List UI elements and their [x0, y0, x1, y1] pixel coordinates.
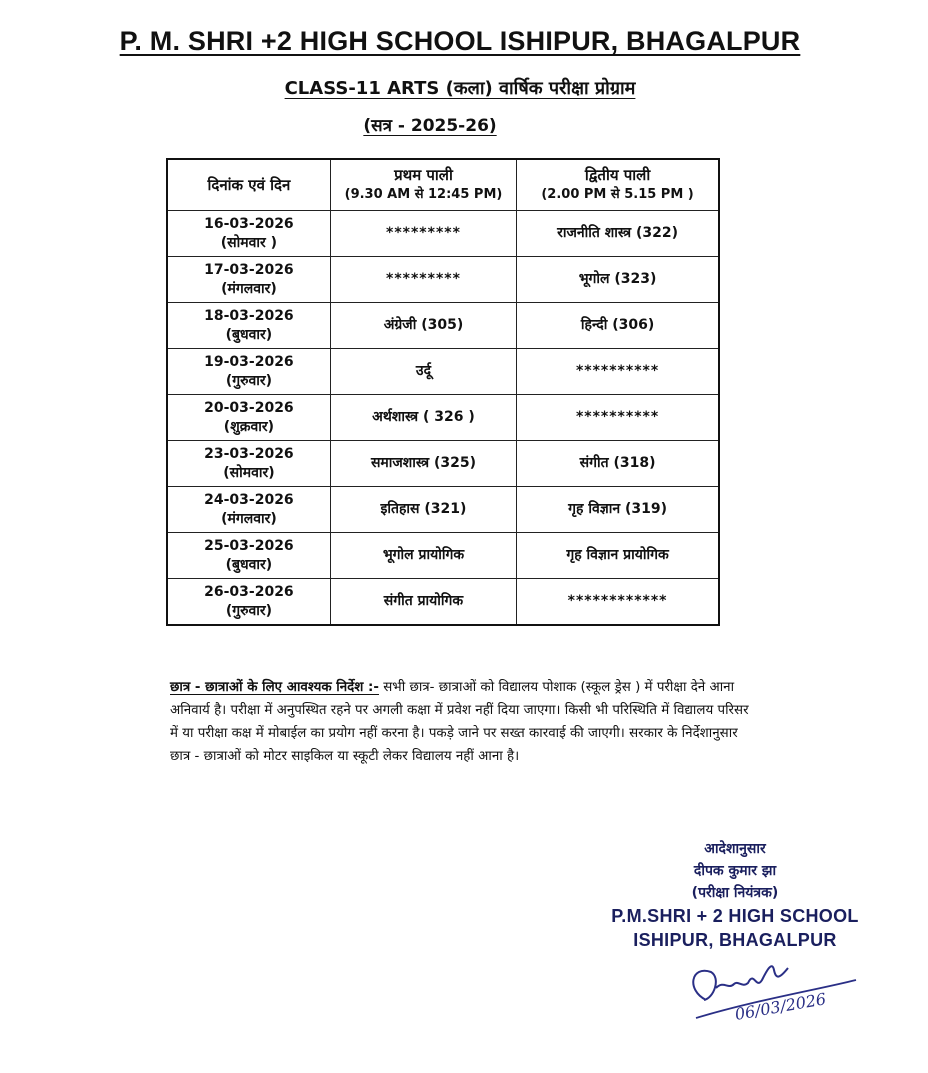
header-first-shift: [330, 159, 516, 211]
session-text: (सत्र - 2025-26): [363, 116, 497, 136]
table-row: [167, 349, 719, 395]
exam-date: 18-03-2026: [204, 307, 294, 324]
first-shift-subject: उर्दू: [330, 349, 516, 395]
table-row: [167, 303, 719, 349]
signature-stroke: [693, 966, 788, 1000]
authority-stamp: [600, 838, 870, 952]
table-row: [167, 211, 719, 257]
stamp-order-line: आदेशानुसार: [704, 841, 766, 857]
second-shift-subject: **********: [517, 395, 719, 441]
first-shift-subject: इतिहास (321): [330, 487, 516, 533]
table-header-row: [167, 159, 719, 211]
table-row: [167, 579, 719, 626]
date-day-cell: [167, 211, 330, 257]
table-row: [167, 257, 719, 303]
date-day-cell: [167, 579, 330, 626]
first-shift-label: प्रथम पाली: [394, 166, 453, 184]
second-shift-subject: गृह विज्ञान (319): [517, 487, 719, 533]
stamp-name: दीपक कुमार झा: [693, 863, 777, 879]
first-shift-subject: अंग्रेजी (305): [330, 303, 516, 349]
table-row: [167, 487, 719, 533]
instructions-heading: छात्र - छात्राओं के लिए आवश्यक निर्देश :-: [170, 680, 379, 695]
session-label: [300, 113, 560, 136]
exam-day: (मंगलवार): [221, 280, 277, 297]
header-second-shift: [517, 159, 719, 211]
second-shift-subject: राजनीति शास्त्र (322): [517, 211, 719, 257]
exam-date: 16-03-2026: [204, 215, 294, 232]
exam-day: (गुरुवार): [225, 602, 272, 619]
exam-date: 19-03-2026: [204, 353, 294, 370]
second-shift-time: (2.00 PM से 5.15 PM ): [541, 187, 694, 202]
date-day-cell: [167, 533, 330, 579]
exam-schedule-table: [166, 158, 720, 626]
table-row: [167, 395, 719, 441]
exam-day: (गुरुवार): [225, 372, 272, 389]
exam-date: 24-03-2026: [204, 491, 294, 508]
second-shift-subject: ************: [517, 579, 719, 626]
first-shift-time: (9.30 AM से 12:45 PM): [344, 187, 503, 202]
exam-day: (बुधवार): [225, 326, 273, 343]
exam-date: 23-03-2026: [204, 445, 294, 462]
date-day-cell: [167, 303, 330, 349]
header-date-day: दिनांक एवं दिन: [167, 159, 330, 211]
program-title-text: CLASS-11 ARTS (कला) वार्षिक परीक्षा प्रोग्राम: [284, 78, 636, 99]
school-title-text: P. M. SHRI +2 HIGH SCHOOL ISHIPUR, BHAGALPUR: [119, 26, 801, 56]
first-shift-subject: *********: [330, 257, 516, 303]
table-row: [167, 441, 719, 487]
exam-date: 25-03-2026: [204, 537, 294, 554]
stamp-location: ISHIPUR, BHAGALPUR: [633, 930, 837, 950]
table-row: [167, 533, 719, 579]
program-title: [120, 76, 800, 100]
second-shift-subject: गृह विज्ञान प्रायोगिक: [517, 533, 719, 579]
stamp-school: P.M.SHRI + 2 HIGH SCHOOL: [611, 906, 859, 926]
exam-date: 26-03-2026: [204, 583, 294, 600]
second-shift-subject: हिन्दी (306): [517, 303, 719, 349]
signature-date: 06/03/2026: [733, 989, 828, 1024]
date-day-cell: [167, 395, 330, 441]
first-shift-subject: भूगोल प्रायोगिक: [330, 533, 516, 579]
instructions-block: [170, 676, 760, 768]
exam-date: 20-03-2026: [204, 399, 294, 416]
second-shift-subject: **********: [517, 349, 719, 395]
exam-day: (सोमवार ): [220, 234, 278, 251]
instructions-body: सभी छात्र- छात्राओं को विद्यालय पोशाक (स्कूल ड्रेस ) में परीक्षा देने आना अनिवार्य है। परीक्षा में अनुपस्थित रहने पर अगली कक्षा में प्रवेश नहीं दिया जाएगा। किसी भी परिस्थिति में विद्यालय परिसर में या परीक्षा कक्ष में मोबाईल का प्रयोग नहीं करना है। पकड़े जाने पर सख्त कारवाई की जाएगी। सरकार के निर्देशानुसार छात्र - छात्राओं को मोटर साइकिल या स्कूटी लेकर विद्यालय नहीं आना है।: [170, 680, 749, 764]
exam-date: 17-03-2026: [204, 261, 294, 278]
second-shift-label: द्वितीय पाली: [584, 166, 651, 184]
second-shift-subject: भूगोल (323): [517, 257, 719, 303]
handwritten-signature: [676, 950, 866, 1030]
date-day-cell: [167, 349, 330, 395]
second-shift-subject: संगीत (318): [517, 441, 719, 487]
exam-day: (बुधवार): [225, 556, 273, 573]
date-day-cell: [167, 257, 330, 303]
first-shift-subject: अर्थशास्त्र ( 326 ): [330, 395, 516, 441]
first-shift-subject: संगीत प्रायोगिक: [330, 579, 516, 626]
date-day-cell: [167, 487, 330, 533]
exam-day: (शुक्रवार): [223, 418, 275, 435]
first-shift-subject: समाजशास्त्र (325): [330, 441, 516, 487]
exam-day: (मंगलवार): [221, 510, 277, 527]
exam-day: (सोमवार): [223, 464, 275, 481]
date-day-cell: [167, 441, 330, 487]
first-shift-subject: *********: [330, 211, 516, 257]
school-title: [60, 26, 860, 57]
stamp-designation: (परीक्षा नियंत्रक): [691, 885, 779, 901]
